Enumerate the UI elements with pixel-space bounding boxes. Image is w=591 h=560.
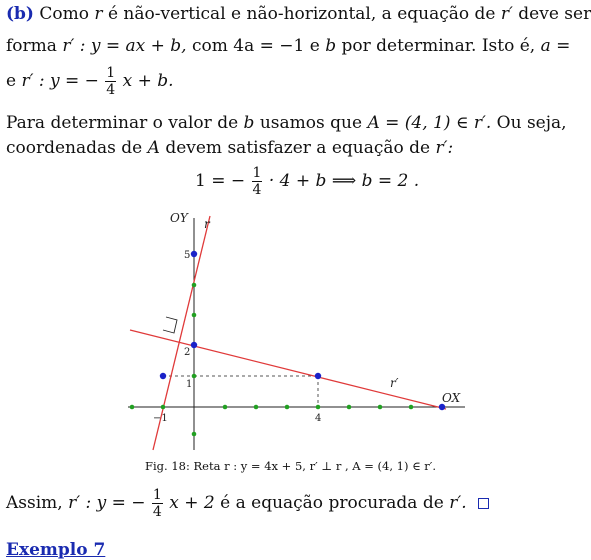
point-y-intercept-r xyxy=(191,251,197,257)
tick-label-neg1: −1 xyxy=(153,413,168,424)
point-intersection xyxy=(160,373,166,379)
tick-label-4: 4 xyxy=(315,413,322,424)
figure-caption: Fig. 18: Reta r : y = 4x + 5, r′ ⊥ r , A = (4, 1) ∈ r′. xyxy=(145,459,437,473)
label-r-prime: r′ xyxy=(390,376,399,390)
qed-box-icon xyxy=(478,498,489,509)
display-equation: 1 = − $\frac{1}{4}$ · 4 + b ⟹ b = 2 . xyxy=(195,165,420,198)
para2-line1: Para determinar o valor de b usamos que A = (4, 1) ∈ r′. Ou seja, xyxy=(6,113,567,133)
conclusion-fraction: $\frac{1}{4}$ xyxy=(152,487,162,520)
part-label: (b) xyxy=(6,4,34,24)
fraction: $\frac{1}{4}$ xyxy=(106,65,116,98)
point-A xyxy=(315,373,321,379)
para1-line1: (b) Como r é não-vertical e não-horizontal, a equação de r′ deve ser xyxy=(6,4,591,24)
equation-fraction: $\frac{1}{4}$ xyxy=(252,165,262,198)
conclusion-line: Assim, r′ : y = − $\frac{1}{4}$ x + 2 é a equação procurada de r′. xyxy=(6,488,489,519)
tick-label-2: 2 xyxy=(184,347,191,358)
right-angle-marker xyxy=(163,317,177,333)
label-r: r xyxy=(204,217,210,231)
label-ox: OX xyxy=(442,391,461,405)
tick-label-5: 5 xyxy=(184,250,191,261)
next-example-heading[interactable]: Exemplo 7 xyxy=(6,540,106,560)
para1-line2: forma r′ : y = ax + b, com 4a = −1 e b por determinar. Isto é, a = xyxy=(6,36,571,56)
para2-line2: coordenadas de A devem satisfazer a equação de r′: xyxy=(6,138,454,158)
figure-18-diagram xyxy=(120,206,480,454)
line-r-prime xyxy=(130,330,446,409)
point-y-intercept-r-prime xyxy=(191,342,197,348)
tick-label-1: 1 xyxy=(186,379,193,390)
label-oy: OY xyxy=(170,211,188,225)
para1-line3: e r′ : y = − $\frac{1}{4}$ x + b. xyxy=(6,65,174,98)
